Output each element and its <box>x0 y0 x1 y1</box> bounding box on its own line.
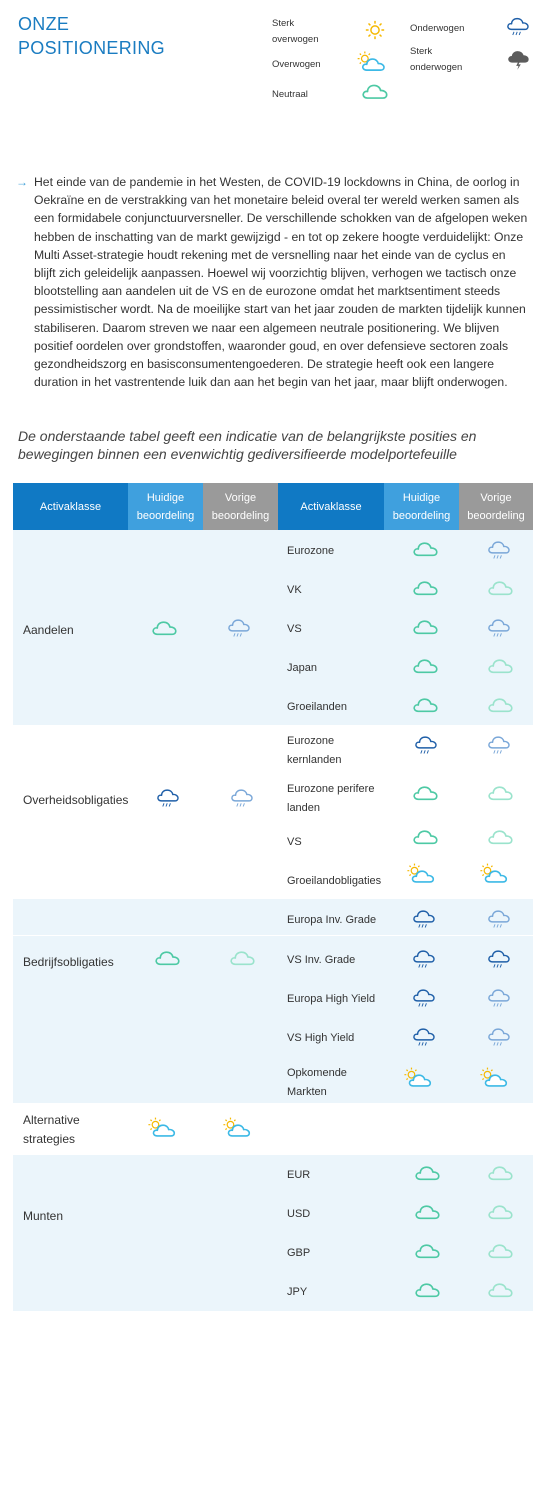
cloud-icon <box>487 1164 514 1182</box>
sun-cloud-icon <box>406 862 438 885</box>
positioning-table <box>13 483 533 1311</box>
class-label-aandelen: Aandelen <box>23 623 74 637</box>
row-label-vk: VK <box>287 584 302 596</box>
class-label-munten: Munten <box>23 1209 64 1223</box>
cloud-icon <box>487 579 514 597</box>
cloud-icon <box>487 1281 514 1299</box>
rain-cloud-icon <box>412 949 436 970</box>
rain-cloud-icon <box>412 909 436 930</box>
rain-cloud-icon <box>487 540 511 561</box>
row-label-vs-inv-grade: VS Inv. Grade <box>287 954 356 966</box>
page-title-line1: ONZE <box>18 14 70 34</box>
cloud-icon <box>361 82 389 101</box>
header-activaklasse-right: Activaklasse <box>278 483 384 530</box>
rain-cloud-icon <box>506 17 530 37</box>
rain-cloud-icon <box>487 909 511 930</box>
rain-cloud-icon <box>487 1027 511 1048</box>
band-munten <box>13 1155 533 1311</box>
cloud-icon <box>487 1203 514 1221</box>
legend-neutraal-label: Neutraal <box>272 89 308 100</box>
rain-cloud-icon <box>412 1027 436 1048</box>
rain-cloud-icon <box>487 988 511 1009</box>
row-label-japan: Japan <box>287 662 317 674</box>
cloud-icon <box>151 619 178 637</box>
header-huidige-right: Huidige beoordeling <box>384 483 459 530</box>
cloud-icon <box>412 618 439 636</box>
band-bedrijf <box>13 899 533 1103</box>
rain-cloud-icon <box>412 988 436 1009</box>
sun-cloud-icon <box>356 50 389 73</box>
cloud-icon <box>229 949 256 967</box>
rain-cloud-icon <box>487 735 511 756</box>
row-label-eur: EUR <box>287 1169 311 1181</box>
header-vorige-left: Vorige beoordeling <box>203 483 278 530</box>
page-title <box>18 12 218 60</box>
row-label-europa-high-yield: Europa High Yield <box>287 993 376 1005</box>
intro-text: Het einde van de pandemie in het Westen, de COVID-19 lockdowns in China, de oorlog in Oekraïne en de verstrakking van het monetaire beleid overal ter wereld werken samen als een formidabele conjunctuurversneller. De verschillende schokken van de afgelopen weken hebben de inschatting van de markt gewijzigd - en tot op zekere hoogte verduidelijkt: Onze Multi Asset-strategie houdt rekening met de versnelling naar het einde van de cyclus en blijft zich geleidelijk aanpassen. Hoewel wij voorzichtig blijven, verhogen we tactisch onze blootstelling aan aandelen uit de VS en de eurozone omdat het marktsentiment steeds pessimistischer wordt. Na de moeilijke start van het jaar zouden de markten tijdelijk kunnen stabiliseren. Daarom streven we naar een algemeen neutrale positionering. We blijven positief oordelen over grondstoffen, waaronder goud, en over defensieve sectoren zoals gezondheidszorg en basisconsumentengoederen. De strategie heeft ook een langere duration in het vastrentende luik dan aan het begin van het jaar, maar blijft onderwogen. <box>34 175 528 390</box>
class-label-overheidsobligaties: Overheidsobligaties <box>23 793 129 807</box>
sun-cloud-icon <box>479 862 511 885</box>
row-label-europa-inv-grade: Europa Inv. Grade <box>287 914 377 926</box>
cloud-icon <box>412 540 439 558</box>
rain-cloud-icon <box>230 788 254 809</box>
legend-overwogen-label: Overwogen <box>272 59 321 70</box>
row-label-eurozone: Eurozone <box>287 545 335 557</box>
cloud-icon <box>487 1242 514 1260</box>
rain-cloud-icon <box>414 735 438 756</box>
cloud-icon <box>487 784 514 802</box>
row-label-gbp: GBP <box>287 1247 311 1259</box>
cloud-icon <box>412 657 439 675</box>
row-label-groeilanden: Groeilanden <box>287 701 347 713</box>
sun-cloud-icon <box>222 1116 254 1139</box>
cloud-icon <box>414 1164 441 1182</box>
cloud-icon <box>154 949 181 967</box>
sun-cloud-icon <box>147 1116 179 1139</box>
legend-onderwogen-label: Onderwogen <box>410 23 465 34</box>
page-title-line2: POSITIONERING <box>18 38 165 58</box>
header-vorige-right: Vorige beoordeling <box>459 483 533 530</box>
sun-icon <box>364 19 386 41</box>
row-label-opkomende-markten: Opkomende Markten <box>287 1067 347 1098</box>
row-label-eurozone-perifere-landen: Eurozone perifere landen <box>287 783 375 814</box>
band-aandelen <box>13 530 533 725</box>
rain-cloud-icon <box>487 949 511 970</box>
table-caption: De onderstaande tabel geeft een indicatie van de belangrijkste posities en bewegingen binnen een evenwichtig gediversifieerde modelportefeuille <box>18 428 477 462</box>
storm-cloud-icon <box>507 50 530 71</box>
cloud-icon <box>414 1281 441 1299</box>
row-label-groeilandobligaties: Groeilandobligaties <box>287 875 382 887</box>
cloud-icon <box>487 696 514 714</box>
header-huidige-left: Huidige beoordeling <box>128 483 203 530</box>
rain-cloud-icon <box>487 618 511 639</box>
legend-sterk-overwogen-label: Sterk overwogen <box>272 18 319 45</box>
header-activaklasse-left: Activaklasse <box>13 483 128 530</box>
row-label-vs-high-yield: VS High Yield <box>287 1032 355 1044</box>
cloud-icon <box>487 828 514 846</box>
cloud-icon <box>412 696 439 714</box>
band-overheid <box>13 725 533 899</box>
cloud-icon <box>412 579 439 597</box>
class-label-bedrijfsobligaties: Bedrijfsobligaties <box>23 955 114 969</box>
arrow-right-icon: → <box>16 175 28 189</box>
legend-sterk-onderwogen-label: Sterk onderwogen <box>410 46 463 73</box>
sun-cloud-icon <box>479 1066 511 1089</box>
legend <box>272 14 532 109</box>
row-label-vs: VS <box>287 623 302 635</box>
cloud-icon <box>414 1242 441 1260</box>
cloud-icon <box>487 657 514 675</box>
rain-cloud-icon <box>156 788 180 809</box>
rain-cloud-icon <box>227 618 251 639</box>
row-label-usd: USD <box>287 1208 311 1220</box>
sun-cloud-icon <box>403 1066 435 1089</box>
row-divider <box>13 935 533 936</box>
row-label-eurozone-kernlanden: Eurozone kernlanden <box>287 735 342 766</box>
cloud-icon <box>412 828 439 846</box>
class-label-alternative-strategies: Alternative strategies <box>23 1113 80 1146</box>
cloud-icon <box>412 784 439 802</box>
row-label-vs-overheid: VS <box>287 836 302 848</box>
row-label-jpy: JPY <box>287 1286 308 1298</box>
band-alternatief <box>13 1103 533 1155</box>
cloud-icon <box>414 1203 441 1221</box>
